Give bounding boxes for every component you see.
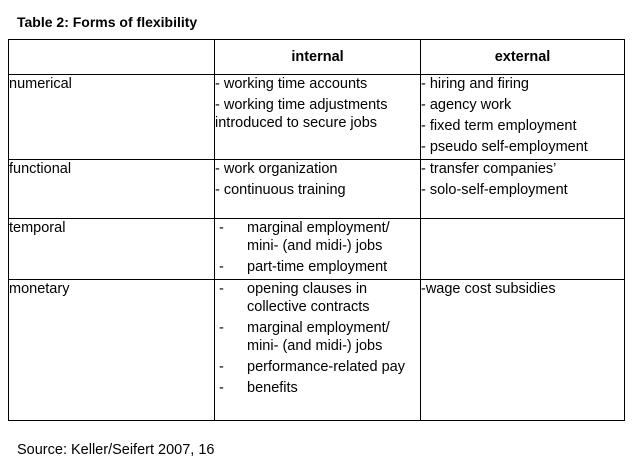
list-item: - transfer companies’ [421, 161, 557, 177]
list-item [215, 280, 420, 316]
list-item-text: marginal employment/ mini- (and midi-) jobs [247, 220, 390, 254]
header-external: external [421, 40, 625, 75]
list-item-text: opening clauses in collective contracts [247, 281, 370, 315]
cell-monetary-internal [215, 280, 421, 421]
dash-bullet: - [219, 259, 224, 275]
header-internal: internal [215, 40, 421, 75]
table-row [9, 75, 625, 160]
cell-numerical-internal [215, 75, 421, 160]
table-header-row [9, 40, 625, 75]
dash-bullet: - [219, 359, 224, 375]
dash-bullet: - [219, 320, 224, 336]
cell-temporal-internal [215, 219, 421, 280]
list-item [215, 358, 420, 376]
list-item: - pseudo self-employment [421, 139, 588, 155]
cell-numerical-external [421, 75, 625, 160]
list-item: - agency work [421, 97, 512, 113]
list-item [215, 219, 420, 255]
table-row [9, 160, 625, 219]
table-row [9, 280, 625, 421]
flexibility-table [8, 39, 625, 421]
cell-functional-internal [215, 160, 421, 219]
list-item: - fixed term employment [421, 118, 577, 134]
list-item: - working time adjustments introduced to secure jobs [215, 97, 388, 131]
dash-bullet: - [219, 281, 224, 297]
cell-monetary-external [421, 280, 625, 421]
list-item [215, 319, 420, 355]
list-item: -wage cost subsidies [421, 281, 556, 297]
table-title: Table 2: Forms of flexibility [17, 14, 198, 30]
dash-bullet: - [219, 380, 224, 396]
cell-functional-external [421, 160, 625, 219]
row-label-temporal: temporal [9, 219, 215, 280]
list-item: - work organization [215, 161, 338, 177]
row-label-numerical: numerical [9, 75, 215, 160]
row-label-functional: functional [9, 160, 215, 219]
list-item-text: benefits [247, 380, 298, 396]
list-item-text: marginal employment/ mini- (and midi-) jobs [247, 320, 390, 354]
header-blank [9, 40, 215, 75]
dash-bullet: - [219, 220, 224, 236]
list-item: - working time accounts [215, 76, 368, 92]
list-item [215, 379, 420, 397]
list-item-text: performance-related pay [247, 359, 405, 375]
row-label-monetary: monetary [9, 280, 215, 421]
cell-temporal-external [421, 219, 625, 280]
list-item-text: part-time employment [247, 259, 388, 275]
table-row [9, 219, 625, 280]
list-item [215, 258, 420, 276]
list-item: - solo-self-employment [421, 182, 568, 198]
list-item: - continuous training [215, 182, 346, 198]
source-note: Source: Keller/Seifert 2007, 16 [17, 442, 215, 458]
list-item: - hiring and firing [421, 76, 529, 92]
